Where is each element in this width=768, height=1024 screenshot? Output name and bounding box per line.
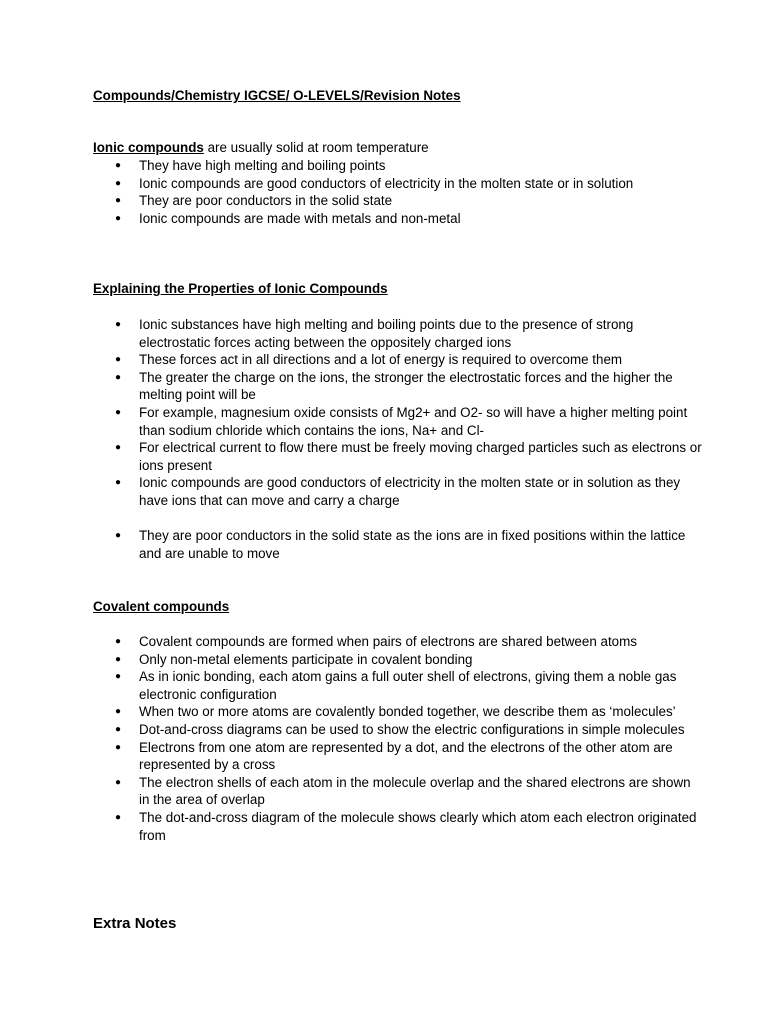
- list-item: ● As in ionic bonding, each atom gains a full outer shell of electrons, giving them a noble gas electronic configuration: [93, 668, 703, 703]
- list-item: ● Ionic compounds are good conductors of electricity in the molten state or in solution as they have ions that can move and carry a charge: [93, 474, 703, 509]
- list-item: ● They are poor conductors in the solid state as the ions are in fixed positions within the lattice and are unable to move: [93, 527, 703, 562]
- list-item: ● For example, magnesium oxide consists of Mg2+ and O2- so will have a higher melting point than sodium chloride which contains the ions, Na+ and Cl-: [93, 404, 703, 439]
- list-item: ● For electrical current to flow there must be freely moving charged particles such as electrons or ions present: [93, 439, 703, 474]
- list-item: ● When two or more atoms are covalently bonded together, we describe them as ‘molecules’: [93, 703, 703, 721]
- covalent-points-list: [93, 633, 703, 844]
- list-item: ● Dot-and-cross diagrams can be used to show the electric configurations in simple molecules: [93, 721, 703, 739]
- list-item: ● Covalent compounds are formed when pairs of electrons are shared between atoms: [93, 633, 703, 651]
- list-item: ● Electrons from one atom are represented by a dot, and the electrons of the other atom are represented by a cross: [93, 739, 703, 774]
- covalent-heading: Covalent compounds: [93, 599, 230, 614]
- properties-heading: Explaining the Properties of Ionic Compounds: [93, 281, 388, 296]
- list-item: ● The electron shells of each atom in the molecule overlap and the shared electrons are shown in the area of overlap: [93, 774, 703, 809]
- ionic-points-list: [93, 157, 703, 227]
- extra-notes-heading: Extra Notes: [93, 915, 177, 932]
- ionic-intro: [93, 139, 429, 157]
- document-title: Compounds/Chemistry IGCSE/ O-LEVELS/Revision Notes: [93, 88, 461, 103]
- list-item: ● The greater the charge on the ions, the stronger the electrostatic forces and the higher the melting point will be: [93, 369, 703, 404]
- list-item: ● The dot-and-cross diagram of the molecule shows clearly which atom each electron originated from: [93, 809, 703, 844]
- list-item: ● They have high melting and boiling points: [93, 157, 703, 175]
- list-item: ● Ionic compounds are made with metals and non-metal: [93, 210, 703, 228]
- list-item: ● These forces act in all directions and a lot of energy is required to overcome them: [93, 351, 703, 369]
- properties-points-list: [93, 316, 703, 562]
- ionic-intro-text: are usually solid at room temperature: [203, 140, 429, 155]
- list-item: ● Only non-metal elements participate in covalent bonding: [93, 651, 703, 669]
- ionic-intro-lead: Ionic compounds: [93, 140, 204, 155]
- list-item: ● Ionic substances have high melting and boiling points due to the presence of strong electrostatic forces acting between the oppositely charged ions: [93, 316, 703, 351]
- list-item: ● Ionic compounds are good conductors of electricity in the molten state or in solution: [93, 175, 703, 193]
- list-item: ● They are poor conductors in the solid state: [93, 192, 703, 210]
